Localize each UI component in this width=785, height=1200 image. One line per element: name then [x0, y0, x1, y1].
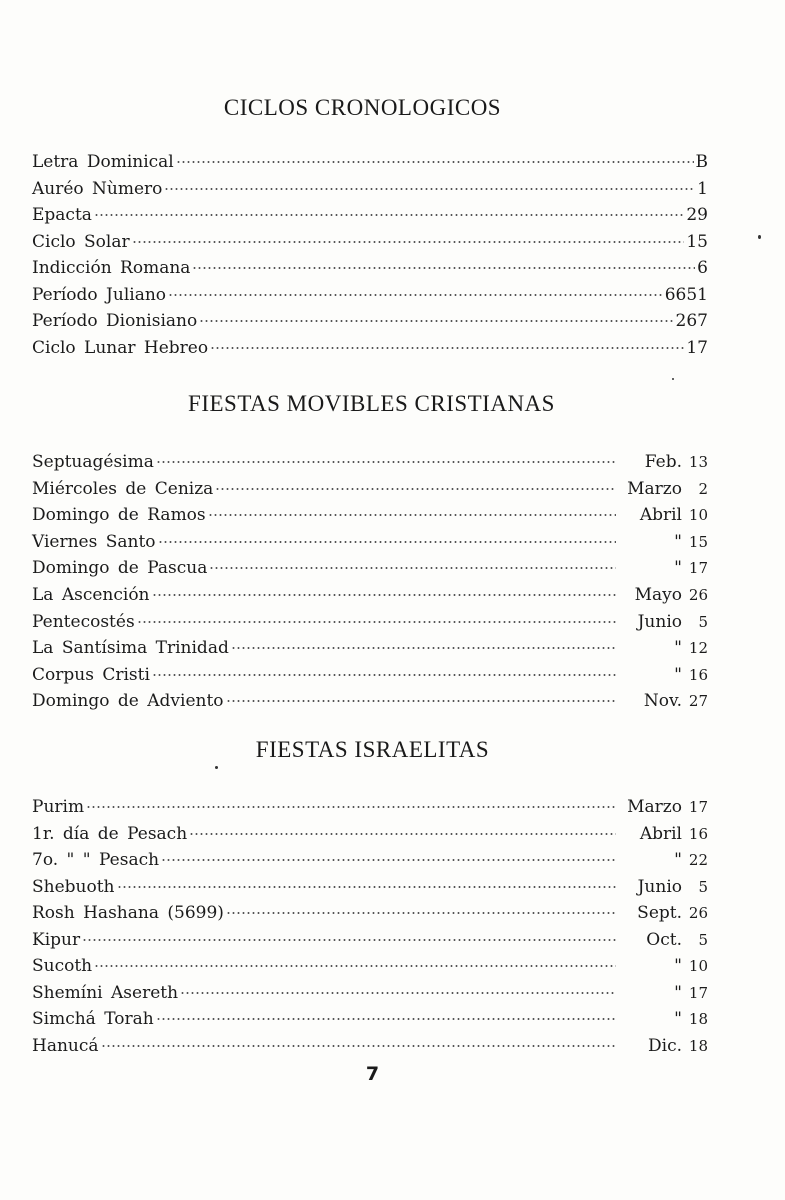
list-item	[32, 847, 708, 874]
item-label: Miércoles de Ceniza	[32, 478, 214, 499]
item-day: 10	[688, 506, 708, 525]
item-month: Marzo	[627, 478, 682, 499]
dot-leader	[137, 621, 616, 623]
item-label: Shebuoth	[32, 876, 115, 897]
list-item	[32, 476, 708, 503]
item-month: Junio	[637, 611, 682, 632]
list-item	[32, 980, 708, 1007]
list-item	[32, 449, 708, 476]
dot-leader	[82, 939, 616, 941]
item-day: 17	[688, 798, 708, 816]
list-item	[32, 688, 708, 715]
dot-leader	[101, 1045, 616, 1047]
item-label: Auréo Nùmero	[32, 178, 163, 199]
list-item	[32, 794, 708, 821]
fiestas-israelitas-list	[32, 794, 708, 1059]
dot-leader	[168, 294, 663, 296]
item-label: Purim	[32, 797, 85, 817]
item-label: Viernes Santo	[32, 531, 156, 552]
item-day: 10	[688, 957, 708, 975]
item-value: 29	[686, 205, 708, 225]
item-label: Shemíni Asereth	[32, 982, 179, 1003]
dot-leader	[176, 161, 694, 163]
item-label: Sucoth	[32, 956, 93, 976]
print-speck	[758, 235, 761, 239]
item-month: Oct.	[646, 929, 682, 950]
dot-leader	[208, 514, 616, 516]
fiestas-movibles-list	[32, 449, 708, 715]
item-month: "	[674, 638, 682, 659]
dot-leader	[94, 214, 684, 216]
item-day: 5	[698, 930, 708, 949]
list-item	[32, 202, 708, 229]
item-day: 12	[688, 639, 708, 658]
dot-leader	[192, 267, 695, 269]
dot-leader	[199, 320, 673, 322]
item-label: Rosh Hashana (5699)	[32, 903, 224, 923]
item-month: Abril	[639, 505, 682, 526]
list-item	[32, 874, 708, 901]
item-month: "	[674, 531, 682, 552]
item-day: 18	[688, 1036, 708, 1055]
section-title-ciclos: CICLOS CRONOLOGICOS	[223, 95, 502, 120]
item-month: "	[674, 956, 682, 976]
dot-leader	[156, 461, 616, 463]
list-item	[32, 609, 708, 636]
item-day: 16	[688, 665, 708, 684]
item-month: Marzo	[627, 797, 682, 817]
list-item	[32, 502, 708, 529]
item-label: Hanucá	[32, 1035, 99, 1056]
print-speck	[215, 766, 218, 769]
item-day: 26	[688, 904, 708, 922]
item-month: Nov.	[643, 691, 682, 712]
item-label: Letra Dominical	[32, 152, 174, 172]
list-item	[32, 900, 708, 927]
item-day: 2	[698, 479, 708, 498]
list-item	[32, 953, 708, 980]
item-value: 6	[697, 258, 708, 278]
item-month: "	[674, 1009, 682, 1029]
item-value: B	[695, 152, 708, 172]
item-label: Corpus Cristi	[32, 664, 150, 685]
dot-leader	[152, 674, 616, 676]
item-day: 22	[688, 851, 708, 869]
list-item	[32, 335, 708, 362]
dot-leader	[209, 567, 616, 569]
item-label: Período Juliano	[32, 284, 167, 305]
dot-leader	[86, 806, 616, 808]
list-item	[32, 555, 708, 582]
dot-leader	[231, 647, 616, 649]
item-value: 6651	[664, 284, 708, 305]
list-item	[32, 308, 708, 335]
list-item	[32, 529, 708, 556]
item-month: "	[674, 982, 682, 1003]
dot-leader	[152, 594, 616, 596]
list-item	[32, 821, 708, 848]
item-label: Ciclo Lunar Hebreo	[32, 337, 209, 358]
dot-leader	[161, 859, 616, 861]
item-value: 17	[686, 337, 708, 358]
list-item	[32, 255, 708, 282]
item-label: Simchá Torah	[32, 1009, 154, 1029]
dot-leader	[210, 347, 684, 349]
item-month: Junio	[637, 876, 682, 897]
list-item	[32, 582, 708, 609]
list-item	[32, 1033, 708, 1060]
item-label: Indicción Romana	[32, 258, 191, 278]
item-day: 5	[698, 877, 708, 896]
item-month: Feb.	[644, 452, 682, 472]
item-label: Ciclo Solar	[32, 231, 130, 252]
dot-leader	[164, 188, 695, 190]
list-item	[32, 662, 708, 689]
item-month: Sept.	[637, 903, 682, 923]
item-label: La Ascención	[32, 584, 150, 605]
section-title-fiestas-israelitas: FIESTAS ISRAELITAS	[255, 737, 490, 762]
print-speck	[672, 378, 674, 380]
item-label: 1r. día de Pesach	[32, 823, 188, 844]
item-label: La Santísima Trinidad	[32, 638, 229, 659]
item-label: Domingo de Adviento	[32, 691, 224, 712]
item-month: "	[674, 664, 682, 685]
item-value: 15	[686, 231, 708, 252]
item-day: 18	[688, 1010, 708, 1028]
dot-leader	[132, 241, 685, 243]
item-label: Pentecostés	[32, 611, 135, 632]
list-item	[32, 1006, 708, 1033]
dot-leader	[158, 541, 616, 543]
dot-leader	[226, 912, 616, 914]
list-item	[32, 176, 708, 203]
item-label: Kipur	[32, 929, 81, 950]
item-label: Septuagésima	[32, 452, 154, 472]
list-item	[32, 927, 708, 954]
item-label: Domingo de Ramos	[32, 505, 206, 526]
item-month: Abril	[639, 823, 682, 844]
item-day: 17	[688, 559, 708, 578]
dot-leader	[156, 1018, 616, 1020]
list-item	[32, 229, 708, 256]
list-item	[32, 282, 708, 309]
item-label: Domingo de Pascua	[32, 558, 208, 579]
dot-leader	[226, 700, 616, 702]
item-day: 17	[688, 983, 708, 1002]
dot-leader	[189, 833, 616, 835]
item-value: 267	[675, 311, 708, 331]
item-label: 7o. " " Pesach	[32, 850, 160, 870]
item-month: Dic.	[648, 1035, 682, 1056]
page-number: 7	[365, 1063, 380, 1085]
dot-leader	[215, 488, 616, 490]
item-day: 26	[688, 585, 708, 604]
item-day: 16	[688, 824, 708, 843]
item-month: Mayo	[634, 584, 682, 605]
item-label: Período Dionisiano	[32, 311, 198, 331]
item-day: 27	[688, 692, 708, 711]
list-item	[32, 149, 708, 176]
item-day: 15	[688, 532, 708, 551]
ciclos-list	[32, 149, 708, 361]
item-label: Epacta	[32, 205, 92, 225]
section-title-fiestas-movibles: FIESTAS MOVIBLES CRISTIANAS	[188, 391, 555, 416]
dot-leader	[180, 992, 616, 994]
item-day: 13	[688, 453, 708, 471]
item-month: "	[674, 850, 682, 870]
item-month: "	[674, 558, 682, 579]
dot-leader	[117, 886, 616, 888]
item-value: 1	[697, 178, 708, 199]
list-item	[32, 635, 708, 662]
dot-leader	[94, 965, 616, 967]
item-day: 5	[698, 612, 708, 631]
